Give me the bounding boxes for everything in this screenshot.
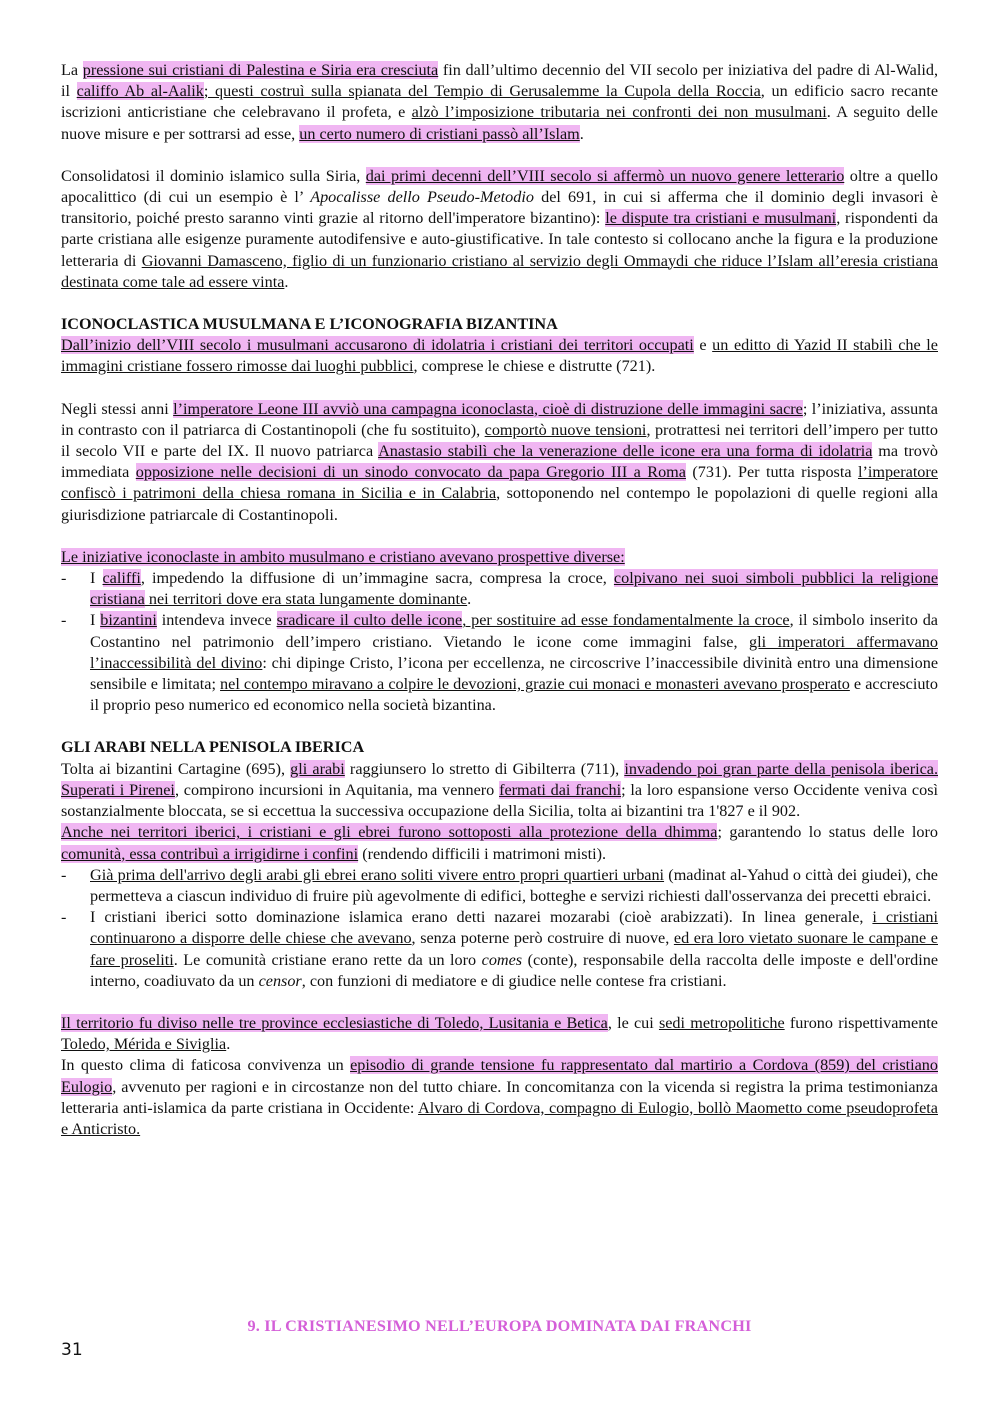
text-run: I xyxy=(90,569,103,588)
highlighted-text: califfo Ab al-Aalik xyxy=(76,82,204,101)
paragraph-prospettive xyxy=(61,547,938,568)
text-run: Negli stessi anni xyxy=(61,399,174,418)
paragraph-eulogio xyxy=(61,1055,938,1140)
dash-bullet: - xyxy=(61,611,67,630)
text-run: raggiunsero lo stretto di Gibilterra (711), xyxy=(344,759,625,778)
text-run: ; la loro espansione verso Occidente veniva così sostanzialmente bloccata, se si eccettua la successiva occupazione della Sicilia, tolta ai bizantini tra 1'827 e il 902. xyxy=(61,780,938,821)
highlighted-text: l’imperatore Leone III avviò una campagna iconoclasta, cioè di distruzione delle immagini sacre xyxy=(173,399,803,418)
highlighted-text: le dispute tra cristiani e musulmani xyxy=(605,209,837,228)
text-run: I xyxy=(90,611,101,630)
paragraph-leone-iii xyxy=(61,399,938,526)
text-run: , le cui xyxy=(607,1013,659,1032)
text-run: , rispondenti da parte cristiana alle esigenze puramente autodifensive e auto-giustificative. In tale contesto si collocano anche la figura e la produzione letteraria di xyxy=(61,209,938,270)
paragraph-idolatria xyxy=(61,335,938,377)
text-run: . xyxy=(226,1035,231,1054)
highlighted-text: episodio di grande tensione fu rappresentato dal martirio a Cordova (859) del cristiano Eulogio xyxy=(61,1056,938,1096)
list-item xyxy=(61,907,938,992)
text-run: (conte), responsabile della raccolta delle imposte e dell'ordine interno, coadiuvato da un xyxy=(90,950,939,990)
highlighted-text: califfi xyxy=(102,569,141,588)
italic-term: censor xyxy=(258,971,302,990)
paragraph-province xyxy=(61,1013,938,1055)
paragraph-palestina xyxy=(61,60,938,145)
highlighted-text: un certo numero di cristiani passò all’Islam xyxy=(299,124,580,143)
highlighted-text: comunità, essa contribuì a irrigidirne i confini xyxy=(61,844,359,863)
text-run: (rendendo difficili i matrimoni misti). xyxy=(358,844,607,863)
underlined-text: Alvaro di Cordova, compagno di Eulogio, bollò Maometto come pseudoprofeta e Anticristo. xyxy=(61,1098,938,1138)
underlined-text: un editto di Yazid II stabilì che le immagini cristiane fossero rimosse dai luoghi pubblici xyxy=(61,336,938,376)
underlined-text: comportò nuove tensioni xyxy=(484,420,647,439)
text-run: , sottoponendo nel contempo le popolazioni di quelle regioni alla giurisdizione patriarcale di Costantinopoli. xyxy=(61,484,938,524)
next-chapter-title: 9. IL CRISTIANESIMO NELL’EUROPA DOMINATA DAI FRANCHI xyxy=(247,1317,752,1335)
text-run: , comprese le chiese e distrutte (721). xyxy=(413,357,656,376)
list-item xyxy=(61,568,938,610)
section-heading-iberica: GLI ARABI NELLA PENISOLA IBERICA xyxy=(61,738,365,757)
highlighted-text: Il territorio fu diviso nelle tre province ecclesiastiche di Toledo, Lusitania e Betica xyxy=(61,1013,608,1032)
highlighted-text: pressione sui cristiani di Palestina e Siria era cresciuta xyxy=(82,61,439,79)
dash-bullet: - xyxy=(61,569,67,588)
paragraph-siria xyxy=(61,166,938,293)
underlined-text: Giovanni Damasceno, figlio di un funzionario cristiano al servizio degli Ommaydi che riduce l’Islam all’eresia cristiana destinata come tale ad essere vinta xyxy=(61,251,938,291)
paragraph-dhimma xyxy=(61,822,938,864)
text-run: , protrattesi nei territori dell’impero per tutto il secolo VII e parte del IX. Il nuovo patriarca xyxy=(61,420,938,461)
text-run: intendeva invece xyxy=(156,611,277,630)
list-iconoclasm xyxy=(61,568,938,716)
underlined-text: i cristiani continuarono a disporre delle chiese che avevano xyxy=(90,908,939,948)
text-run: e xyxy=(693,336,713,355)
text-run: . Le comunità cristiane erano rette da un loro xyxy=(173,950,482,969)
italic-term: comes xyxy=(481,950,523,969)
text-run: e accresciuto il proprio peso numerico ed economico nella società bizantina. xyxy=(90,675,939,715)
text-run: furono rispettivamente xyxy=(784,1013,938,1032)
text-run: , il simbolo inserito da Costantino nel patrimonio dell’impero cristiano. Vietando le icone come immagini false, xyxy=(90,611,938,651)
text-run: , avvenuto per ragioni e in circostanze non del tutto chiare. In concomitanza con la vicenda si registra la prima testimonianza letteraria anti-islamica da parte cristiana in Occidente: xyxy=(61,1077,938,1117)
list-item xyxy=(61,610,938,716)
highlighted-text: Anche nei territori iberici, i cristiani e gli ebrei furono sottoposti alla protezione della dhimma xyxy=(61,823,718,842)
section-heading-iconoclastica: ICONOCLASTICA MUSULMANA E L’ICONOGRAFIA BIZANTINA xyxy=(61,315,558,334)
text-run: Consolidatosi il dominio islamico sulla Siria, xyxy=(61,166,366,185)
text-run: , un edificio sacro recante iscrizioni anticristiane che celebravano il profeta, e xyxy=(61,82,939,122)
underlined-text: gli imperatori affermavano l’inaccessibilità del divino xyxy=(90,632,938,672)
text-run: oltre a quello apocalittico (di cui un esempio è l’ xyxy=(61,166,938,207)
text-run: , compirono incursioni in Aquitania, ma vennero xyxy=(174,780,500,799)
highlighted-text: colpivano nei suoi simboli pubblici la religione cristiana xyxy=(90,569,938,609)
text-run: ma trovò immediata xyxy=(61,442,939,482)
text-run: , senza poterne però costruire di nuove, xyxy=(411,929,674,948)
highlighted-text: fermati dai franchi xyxy=(499,780,622,799)
underlined-text: ed era loro vietato suonare le campane e fare proseliti xyxy=(90,929,938,969)
text-run: . xyxy=(467,590,472,609)
dash-bullet: - xyxy=(61,865,67,884)
text-run: Tolta ai bizantini Cartagine (695), xyxy=(61,759,291,778)
italic-title: Apocalisse dello Pseudo-Metodio xyxy=(310,188,534,207)
underlined-text: Già prima dell'arrivo degli arabi gli ebrei erano soliti vivere entro propri quartieri urbani xyxy=(90,865,665,884)
text-run: (731). Per tutta risposta xyxy=(685,463,858,482)
list-item xyxy=(61,865,938,907)
highlighted-text: invadendo poi gran parte della penisola iberica. Superati i Pirenei xyxy=(61,759,938,799)
text-run: . xyxy=(579,124,584,143)
underlined-text: l’imperatore confiscò i patrimoni della chiesa romana in Sicilia e in Calabria xyxy=(61,463,938,503)
list-iberia xyxy=(61,865,938,992)
text-run: In questo clima di faticosa convivenza un xyxy=(61,1056,351,1075)
text-run: fin dall’ultimo decennio del VII secolo per iniziativa del padre di Al-Walid, il xyxy=(61,61,938,101)
highlighted-text: gli arabi xyxy=(290,759,345,778)
underlined-text: nel contempo miravano a colpire le devozioni, grazie cui monaci e monasteri avevano prosperato xyxy=(220,675,850,694)
text-run: ; l’iniziativa, assunta in contrasto con il patriarca di Costantinopoli (che fu sostituito), xyxy=(61,399,938,439)
highlighted-text: Anastasio stabilì che la venerazione delle icone era una forma di idolatria xyxy=(378,442,873,461)
highlighted-text: Dall’inizio dell’VIII secolo i musulmani accusarono di idolatria i cristiani dei territori occupati xyxy=(61,336,694,355)
page-number: 31 xyxy=(61,1340,83,1360)
underlined-text: Toledo, Mérida e Siviglia xyxy=(61,1035,227,1054)
text-run: (madinat al-Yahud o città dei giudei), che permetteva a ciascun individuo di fruire più agevolmente di edifici, botteghe e servizi richiesti dall'osservanza dei precetti ebraici. xyxy=(90,865,938,905)
highlighted-text: bizantini xyxy=(100,611,157,630)
dash-bullet: - xyxy=(61,908,67,927)
underlined-text: alzò l’imposizione tributaria nei confronti dei non musulmani xyxy=(411,103,827,122)
document-body xyxy=(61,60,938,1140)
text-run: : chi dipinge Cristo, l’icona per eccellenza, ne circoscrive l’inaccessibile divinità entro una dimensione sensibile e limitata; xyxy=(90,653,938,694)
text-run: ; garantendo lo status delle loro xyxy=(717,823,939,842)
highlighted-text: dai primi decenni dell’VIII secolo si affermò un nuovo genere letterario xyxy=(365,166,845,185)
text-run: I cristiani iberici sotto dominazione islamica erano detti nazarei mozarabi (cioè arabizzati). In linea generale, xyxy=(90,908,873,927)
highlighted-text: sradicare il culto delle icone xyxy=(276,611,463,630)
text-run: . A seguito delle nuove misure e per sottrarsi ad esse, xyxy=(61,103,938,143)
highlighted-text: opposizione nelle decisioni di un sinodo convocato da papa Gregorio III a Roma xyxy=(135,463,686,482)
underlined-text: sedi metropolitiche xyxy=(658,1013,785,1032)
text-run: La xyxy=(61,61,83,79)
text-run: del 691, in cui si afferma che il dominio degli invasori è transitorio, poiché presto saranno vinti grazie al ritorno dell'imperatore bizantino): xyxy=(61,188,938,228)
text-run: , con funzioni di mediatore e di giudice nelle contese fra cristiani. xyxy=(301,971,727,990)
text-run: . xyxy=(284,272,289,291)
underlined-text: , per sostituire ad esse fondamentalmente la croce xyxy=(462,611,790,630)
paragraph-cartagine xyxy=(61,759,938,823)
highlighted-text: Le iniziative iconoclaste in ambito musulmano e cristiano avevano prospettive diverse: xyxy=(61,547,625,566)
underlined-text: nei territori dove era stata lungamente dominante xyxy=(144,590,468,609)
text-run: , impedendo la diffusione di un’immagine sacra, compresa la croce, xyxy=(140,569,614,588)
underlined-text: ; questi costruì sulla spianata del Tempio di Gerusalemme la Cupola della Roccia xyxy=(203,82,761,101)
